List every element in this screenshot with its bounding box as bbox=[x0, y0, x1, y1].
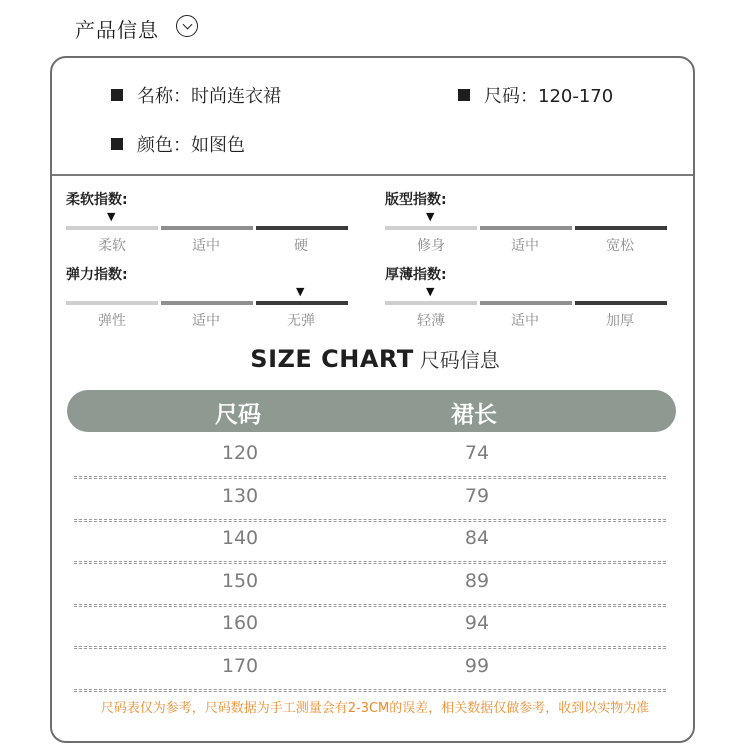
info-color bbox=[111, 131, 245, 157]
index-title: 柔软指数: bbox=[66, 192, 128, 208]
index-scale-label: 适中 bbox=[192, 313, 220, 329]
index-scale-bar bbox=[66, 301, 350, 305]
index-scale-bar bbox=[385, 226, 669, 230]
table-cell-length: 99 bbox=[464, 654, 490, 677]
index-scale-bar bbox=[66, 226, 350, 230]
index-scale-segment bbox=[575, 301, 667, 305]
index-thickness bbox=[385, 264, 669, 334]
section-title: 产品信息 bbox=[75, 18, 159, 42]
table-cell-size: 130 bbox=[221, 484, 259, 507]
table-cell-length: 74 bbox=[464, 442, 490, 464]
table-cell-size: 160 bbox=[221, 612, 259, 634]
index-scale-segment bbox=[385, 301, 477, 305]
info-name-text: 名称：时尚连衣裙 bbox=[137, 86, 281, 107]
index-scale-segment bbox=[480, 301, 572, 305]
index-scale-segment bbox=[161, 301, 253, 305]
index-scale-label: 适中 bbox=[511, 238, 539, 254]
table-cell-length: 94 bbox=[464, 612, 490, 634]
table-cell-size: 150 bbox=[221, 569, 259, 592]
table-cell-length: 89 bbox=[464, 569, 490, 592]
chevron-down-circle-icon[interactable] bbox=[176, 15, 198, 37]
index-marker-icon: ▼ bbox=[426, 210, 435, 223]
table-cell-size: 170 bbox=[221, 654, 259, 677]
table-cell-length: 79 bbox=[464, 484, 490, 507]
index-scale-label: 弹性 bbox=[98, 313, 126, 329]
index-marker-icon: ▼ bbox=[107, 210, 116, 223]
index-scale-label: 硬 bbox=[294, 238, 308, 254]
size-chart-title bbox=[0, 344, 750, 373]
info-size bbox=[458, 82, 613, 108]
index-scale-segment bbox=[66, 301, 158, 305]
bullet-square-icon bbox=[111, 89, 123, 101]
info-size-text: 尺码：120-170 bbox=[484, 86, 614, 107]
index-title: 厚薄指数: bbox=[385, 267, 447, 283]
index-scale-segment bbox=[256, 301, 348, 305]
index-scale-label: 加厚 bbox=[606, 313, 634, 329]
index-scale-bar bbox=[385, 301, 669, 305]
index-scale-label: 适中 bbox=[511, 313, 539, 329]
index-scale-label: 无弹 bbox=[287, 313, 315, 329]
bullet-square-icon bbox=[458, 89, 470, 101]
info-color-text: 颜色：如图色 bbox=[137, 135, 245, 156]
index-title: 版型指数: bbox=[385, 192, 447, 208]
index-scale-segment bbox=[256, 226, 348, 230]
index-fit bbox=[385, 189, 669, 259]
index-scale-label: 宽松 bbox=[606, 238, 634, 254]
column-header-length: 裙长 bbox=[451, 402, 497, 428]
index-scale-segment bbox=[480, 226, 572, 230]
index-scale-label: 适中 bbox=[192, 238, 220, 254]
size-chart-title-en: SIZE CHART bbox=[250, 345, 414, 373]
index-scale-segment bbox=[575, 226, 667, 230]
size-chart-title-cn: 尺码信息 bbox=[419, 348, 500, 372]
index-scale-segment bbox=[66, 226, 158, 230]
index-marker-icon: ▼ bbox=[426, 285, 435, 298]
column-header-size: 尺码 bbox=[215, 402, 261, 428]
index-scale-label: 修身 bbox=[417, 238, 445, 254]
table-cell-length: 84 bbox=[464, 527, 490, 549]
footnote: 尺码表仅为参考，尺码数据为手工测量会有2-3CM的误差，相关数据仅做参考，收到以实物为准 bbox=[100, 701, 650, 716]
info-name bbox=[111, 82, 281, 108]
bullet-square-icon bbox=[111, 138, 123, 150]
index-title: 弹力指数: bbox=[66, 267, 128, 283]
table-cell-size: 120 bbox=[221, 442, 259, 464]
table-header bbox=[67, 390, 676, 432]
index-scale-label: 柔软 bbox=[98, 238, 126, 254]
index-elasticity bbox=[66, 264, 350, 334]
index-marker-icon: ▼ bbox=[296, 285, 305, 298]
table-cell-size: 140 bbox=[221, 527, 259, 549]
index-scale-segment bbox=[385, 226, 477, 230]
index-scale-segment bbox=[161, 226, 253, 230]
index-softness bbox=[66, 189, 350, 259]
divider bbox=[52, 174, 693, 176]
index-scale-label: 轻薄 bbox=[417, 313, 445, 329]
